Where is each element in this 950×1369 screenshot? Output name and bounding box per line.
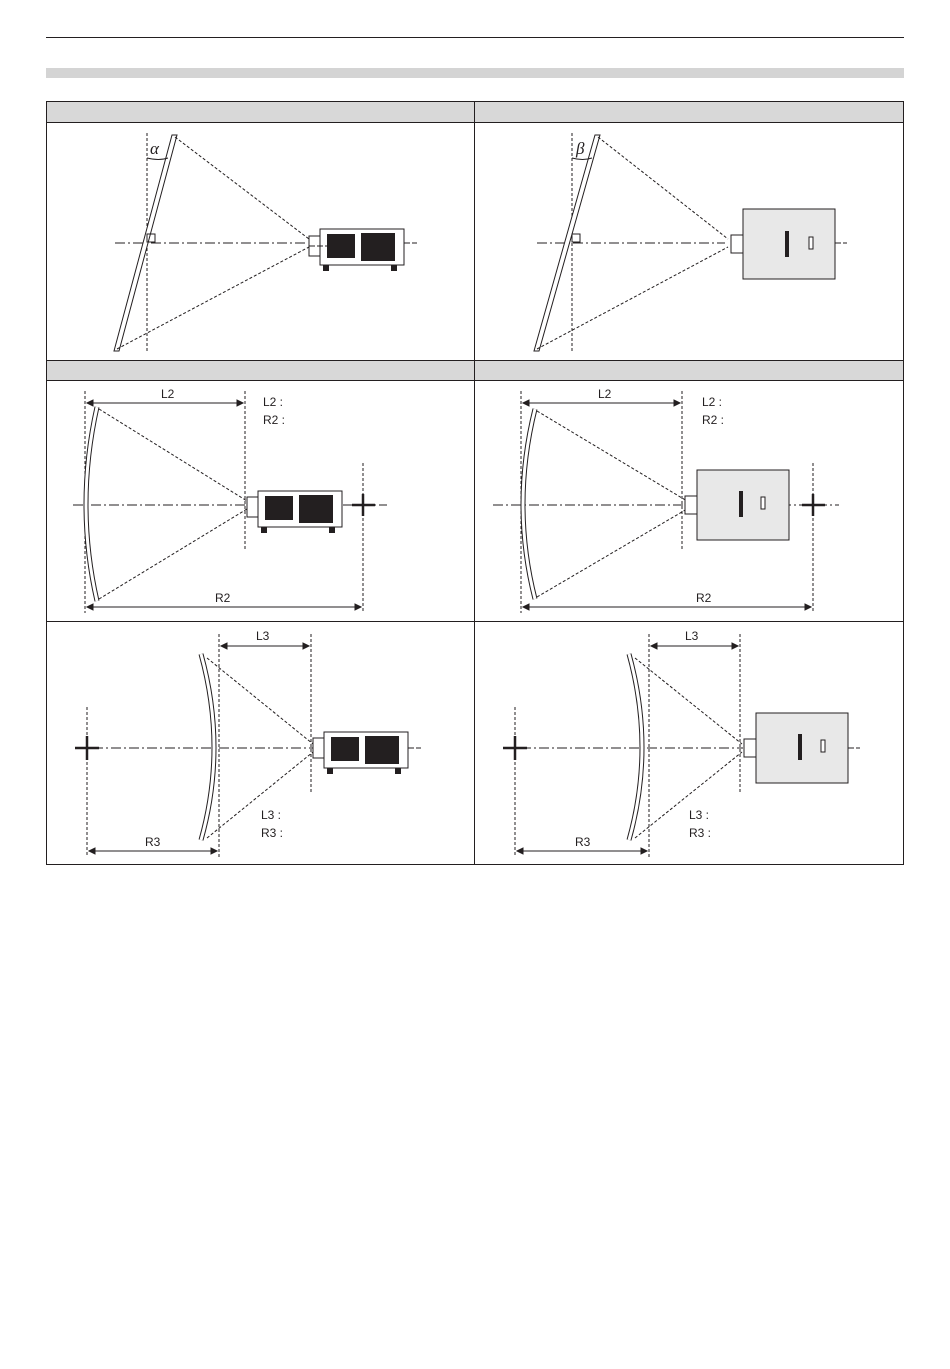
projector-top-icon bbox=[731, 209, 847, 279]
curve-convex-top-panel bbox=[475, 622, 903, 864]
angle-beta-label: β bbox=[576, 139, 585, 158]
legend-r2: R2 : bbox=[263, 413, 286, 427]
projector-top-icon bbox=[685, 470, 789, 540]
tilt-horizontal-diagram bbox=[475, 123, 903, 360]
dim-l2-label: L2 bbox=[598, 387, 612, 401]
dim-r2-label: R2 bbox=[215, 591, 231, 605]
curve-convex-side-panel bbox=[47, 622, 474, 864]
projector-side-icon bbox=[313, 732, 421, 774]
dim-r3-label: R3 bbox=[575, 835, 591, 849]
dim-r2-label: R2 bbox=[696, 591, 712, 605]
legend-l3: L3 : bbox=[261, 808, 282, 822]
table-subheader-right bbox=[475, 360, 903, 381]
legend-r2: R2 : bbox=[702, 413, 725, 427]
curve-convex-top-diagram bbox=[475, 622, 903, 864]
projector-top-icon bbox=[744, 713, 860, 783]
dim-l3-label: L3 bbox=[685, 629, 699, 643]
curve-concave-top-diagram bbox=[475, 381, 903, 621]
table-header-left bbox=[47, 102, 475, 123]
curve-convex-side-diagram bbox=[47, 622, 474, 864]
dim-r3-label: R3 bbox=[145, 835, 161, 849]
screen-condition-table bbox=[46, 101, 904, 865]
curve-concave-top-panel bbox=[475, 381, 903, 621]
curve-concave-side-panel bbox=[47, 381, 474, 621]
legend-r3: R3 : bbox=[689, 826, 712, 840]
legend-l2: L2 : bbox=[702, 395, 723, 409]
tilt-horizontal-panel bbox=[475, 123, 903, 360]
legend-l3: L3 : bbox=[689, 808, 710, 822]
tilt-vertical-diagram bbox=[47, 123, 474, 360]
section-title-bar bbox=[46, 68, 904, 78]
projector-side-icon bbox=[247, 491, 342, 533]
projector-side-icon bbox=[309, 229, 417, 271]
table-header-right bbox=[475, 102, 903, 123]
dim-l2-label: L2 bbox=[161, 387, 175, 401]
legend-l2: L2 : bbox=[263, 395, 284, 409]
legend-r3: R3 : bbox=[261, 826, 284, 840]
header-rule bbox=[46, 37, 904, 38]
table-subheader-left bbox=[47, 360, 475, 381]
dim-l3-label: L3 bbox=[256, 629, 270, 643]
tilt-vertical-panel bbox=[47, 123, 474, 360]
curve-concave-side-diagram bbox=[47, 381, 474, 621]
angle-alpha-label: α bbox=[150, 139, 159, 158]
